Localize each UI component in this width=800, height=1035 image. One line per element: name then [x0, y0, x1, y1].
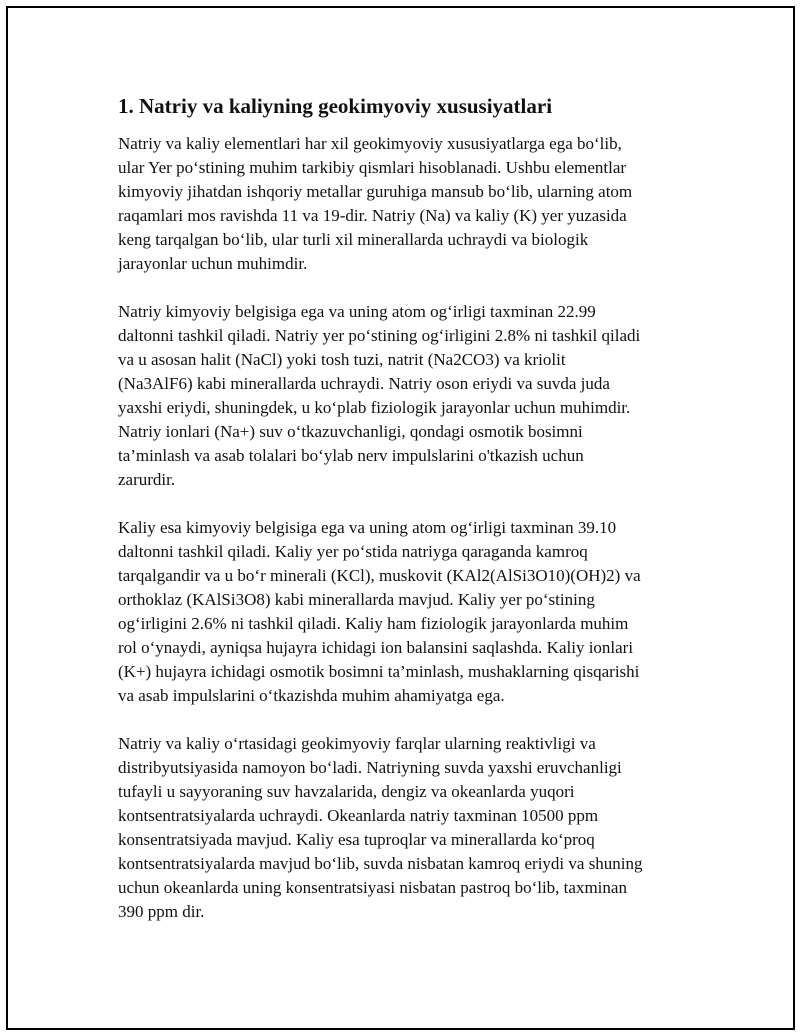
paragraph-differences: Natriy va kaliy o‘rtasidagi geokimyoviy farqlar ularning reaktivligi va distribyutsiyasida namoyon bo‘ladi. Natriyning suvda yaxshi eruvchanligi tufayli u sayyoraning suv havzalarida, dengiz va okeanlarda yuqori kontsentratsiyalarda uchraydi. Okeanlarda natriy taxminan 10500 ppm konsentratsiyada mavjud. Kaliy esa tuproqlar va minerallarda ko‘proq kontsentratsiyalarda mavjud bo‘lib, suvda nisbatan kamroq eriydi va shuning uchun okeanlarda uning konsentratsiyasi nisbatan pastroq bo‘lib, taxminan 390 ppm dir.: [118, 734, 643, 921]
section-heading: 1. Natriy va kaliyning geokimyoviy xususiyatlari: [118, 94, 553, 118]
paragraph-potassium: Kaliy esa kimyoviy belgisiga ega va uning atom og‘irligi taxminan 39.10 daltonni tashkil qiladi. Kaliy yer po‘stida natriyga qaraganda kamroq tarqalgandir va u bo‘r minerali (KCl), muskovit (KAl2(AlSi3O10)(OH)2) va orthoklaz (KAlSi3O8) kabi minerallarda mavjud. Kaliy yer po‘stining og‘irligini 2.6% ni tashkil qiladi. Kaliy ham fiziologik jarayonlarda muhim rol o‘ynaydi, ayniqsa hujayra ichidagi ion balansini saqlashda. Kaliy ionlari (K+) hujayra ichidagi osmotik bosimni ta’minlash, mushaklarning qisqarishi va asab impulslarini o‘tkazishda muhim ahamiyatga ega.: [118, 518, 641, 705]
paragraph-sodium: Natriy kimyoviy belgisiga ega va uning atom og‘irligi taxminan 22.99 daltonni tashkil qiladi. Natriy yer po‘stining og‘irligini 2.8% ni tashkil qiladi va u asosan halit (NaCl) yoki tosh tuzi, natrit (Na2CO3) va kriolit (Na3AlF6) kabi minerallarda uchraydi. Natriy oson eriydi va suvda juda yaxshi eriydi, shuningdek, u ko‘plab fiziologik jarayonlar uchun muhimdir. Natriy ionlari (Na+) suv o‘tkazuvchanligi, qondagi osmotik bosimni ta’minlash va asab tolalari bo‘ylab nerv impulslarini o'tkazish uchun zarurdir.: [118, 302, 641, 489]
paragraph-intro: Natriy va kaliy elementlari har xil geokimyoviy xususiyatlarga ega bo‘lib, ular Yer po‘stining muhim tarkibiy qismlari hisoblanadi. Ushbu elementlar kimyoviy jihatdan ishqoriy metallar guruhiga mansub bo‘lib, ularning atom raqamlari mos ravishda 11 va 19-dir. Natriy (Na) va kaliy (K) yer yuzasida keng tarqalgan bo‘lib, ular turli xil minerallarda uchraydi va biologik jarayonlar uchun muhimdir.: [118, 134, 633, 273]
document-body: [118, 92, 708, 948]
